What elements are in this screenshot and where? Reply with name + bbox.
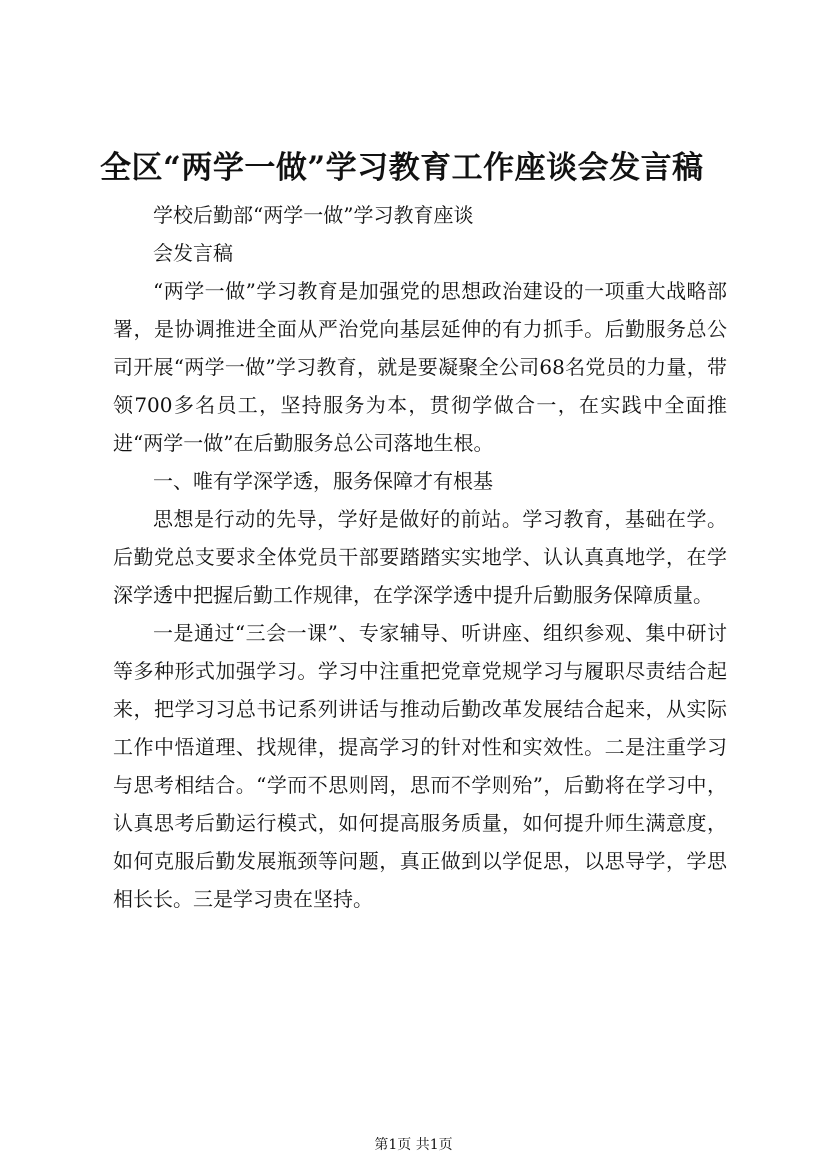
document-body bbox=[113, 196, 727, 918]
intro-paragraph: “两学一做”学习教育是加强党的思想政治建设的一项重大战略部署，是协调推进全面从严治党向基层延伸的有力抓手。后勤服务总公司开展“两学一做”学习教育，就是要凝聚全公司68名党员的力量，带领700多名员工，坚持服务为本，贯彻学做合一，在实践中全面推进“两学一做”在后勤服务总公司落地生根。 bbox=[113, 279, 727, 455]
subtitle-line-1: 学校后勤部“两学一做”学习教育座谈 bbox=[153, 203, 474, 227]
subtitle-line-2: 会发言稿 bbox=[153, 241, 233, 265]
page-footer: 第1页 共1页 bbox=[374, 1137, 453, 1153]
section-paragraph-2: 一是通过“三会一课”、专家辅导、听讲座、组织参观、集中研讨等多种形式加强学习。学习中注重把党章党规学习与履职尽责结合起来，把学习习总书记系列讲话与推动后勤改革发展结合起来，从实际工作中悟道理、找规律，提高学习的针对性和实效性。二是注重学习与思考相结合。“学而不思则罔，思而不学则殆”，后勤将在学习中，认真思考后勤运行模式，如何提高服务质量，如何提升师生满意度，如何克服后勤发展瓶颈等问题，真正做到以学促思，以思导学，学思相长长。三是学习贵在坚持。 bbox=[113, 621, 727, 911]
section-paragraph-1: 思想是行动的先导，学好是做好的前站。学习教育，基础在学。后勤党总支要求全体党员干部要踏踏实实地学、认认真真地学，在学深学透中把握后勤工作规律，在学深学透中提升后勤服务保障质量。 bbox=[113, 507, 727, 607]
document-title: 全区“两学一做”学习教育工作座谈会发言稿 bbox=[100, 150, 704, 186]
section-heading-1: 一、唯有学深学透，服务保障才有根基 bbox=[153, 469, 493, 493]
